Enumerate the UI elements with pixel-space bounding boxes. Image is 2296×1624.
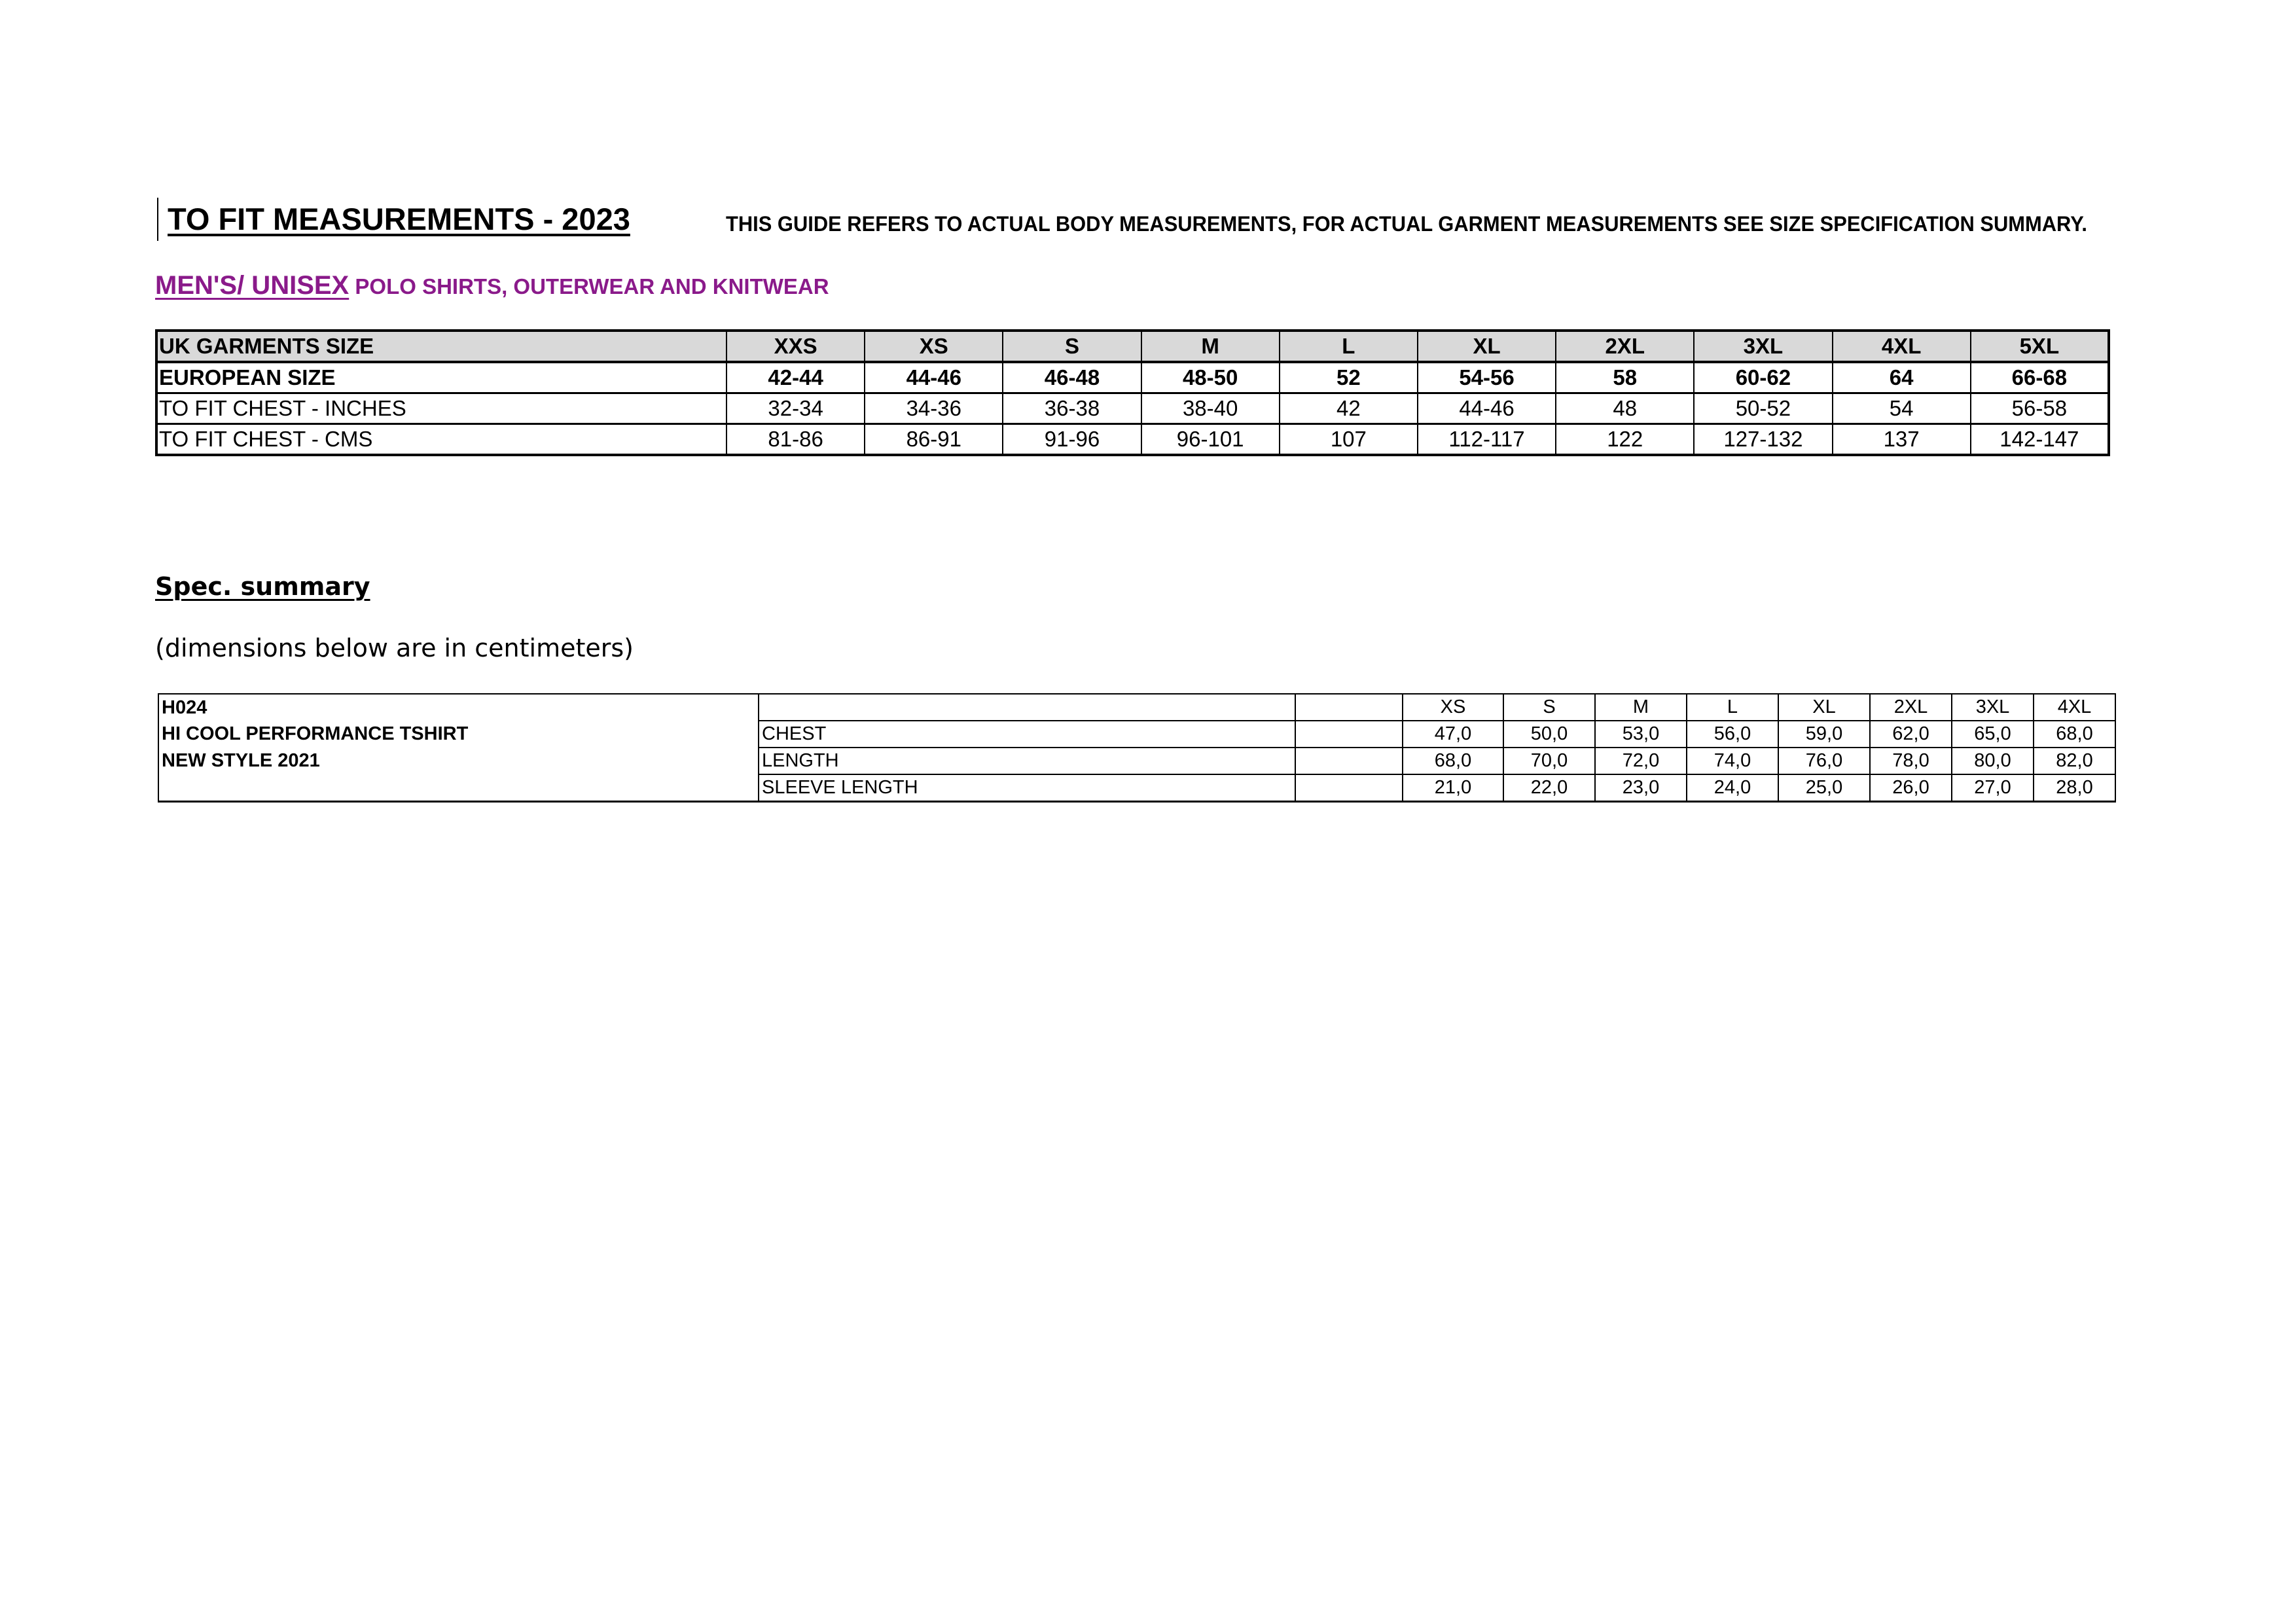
spec-value: 78,0 <box>1870 748 1952 774</box>
size-cell: 91-96 <box>1003 424 1141 456</box>
spec-size-header: XL <box>1778 694 1870 721</box>
spec-row-length <box>158 748 2115 774</box>
size-table <box>155 329 2110 456</box>
size-cell: 86-91 <box>865 424 1003 456</box>
size-cell: 38-40 <box>1141 393 1280 424</box>
measure-label: CHEST <box>759 721 1295 748</box>
spec-value: 62,0 <box>1870 721 1952 748</box>
size-cell: 42-44 <box>726 362 865 393</box>
size-cell: 3XL <box>1694 331 1832 362</box>
size-cell: 60-62 <box>1694 362 1832 393</box>
spacer-cell <box>1295 774 1403 802</box>
size-cell: L <box>1280 331 1418 362</box>
spec-value: 22,0 <box>1503 774 1595 802</box>
size-cell: 34-36 <box>865 393 1003 424</box>
size-cell: XXS <box>726 331 865 362</box>
size-cell: 54 <box>1833 393 1971 424</box>
spec-value: 70,0 <box>1503 748 1595 774</box>
category-main: MEN'S/ UNISEX <box>155 271 350 300</box>
size-cell: 4XL <box>1833 331 1971 362</box>
spec-value: 56,0 <box>1687 721 1778 748</box>
size-cell: XS <box>865 331 1003 362</box>
spec-size-header: 2XL <box>1870 694 1952 721</box>
measure-label: LENGTH <box>759 748 1295 774</box>
size-cell: 122 <box>1556 424 1694 456</box>
size-cell: 64 <box>1833 362 1971 393</box>
row-label: EUROPEAN SIZE <box>156 362 726 393</box>
page-title: TO FIT MEASUREMENTS - 2023 <box>168 202 630 236</box>
spec-value: 53,0 <box>1595 721 1687 748</box>
size-cell: 42 <box>1280 393 1418 424</box>
size-cell: 66-68 <box>1971 362 2109 393</box>
product-name: HI COOL PERFORMANCE TSHIRT <box>158 721 759 748</box>
spec-size-header: S <box>1503 694 1595 721</box>
size-cell: 44-46 <box>1418 393 1556 424</box>
category-rest: POLO SHIRTS, OUTERWEAR AND KNITWEAR <box>349 274 829 298</box>
spec-value: 25,0 <box>1778 774 1870 802</box>
size-cell: 32-34 <box>726 393 865 424</box>
size-cell: 96-101 <box>1141 424 1280 456</box>
product-style: NEW STYLE 2021 <box>158 748 759 774</box>
row-label: TO FIT CHEST - INCHES <box>156 393 726 424</box>
size-row-uk <box>156 331 2109 362</box>
size-cell: 56-58 <box>1971 393 2109 424</box>
size-cell: 54-56 <box>1418 362 1556 393</box>
spec-summary-note: (dimensions below are in centimeters) <box>155 634 634 662</box>
spec-value: 65,0 <box>1952 721 2034 748</box>
size-cell: 142-147 <box>1971 424 2109 456</box>
size-cell: 112-117 <box>1418 424 1556 456</box>
size-cell: 52 <box>1280 362 1418 393</box>
size-cell: 48 <box>1556 393 1694 424</box>
spacer-cell <box>1295 721 1403 748</box>
measure-header <box>759 694 1295 721</box>
spec-value: 68,0 <box>1403 748 1503 774</box>
spec-size-header: 3XL <box>1952 694 2034 721</box>
size-cell: 36-38 <box>1003 393 1141 424</box>
spec-row-chest <box>158 721 2115 748</box>
size-cell: 58 <box>1556 362 1694 393</box>
size-cell: 107 <box>1280 424 1418 456</box>
spec-value: 74,0 <box>1687 748 1778 774</box>
spec-value: 68,0 <box>2034 721 2115 748</box>
size-cell: 5XL <box>1971 331 2109 362</box>
size-cell: XL <box>1418 331 1556 362</box>
size-cell: 44-46 <box>865 362 1003 393</box>
product-blank <box>158 774 759 802</box>
spacer-cell <box>1295 748 1403 774</box>
spec-row-sleeve-length <box>158 774 2115 802</box>
spec-value: 24,0 <box>1687 774 1778 802</box>
size-row-chest-cms <box>156 424 2109 456</box>
size-cell: 48-50 <box>1141 362 1280 393</box>
spec-value: 47,0 <box>1403 721 1503 748</box>
spec-value: 76,0 <box>1778 748 1870 774</box>
spec-value: 28,0 <box>2034 774 2115 802</box>
spec-value: 21,0 <box>1403 774 1503 802</box>
spec-value: 59,0 <box>1778 721 1870 748</box>
title-block <box>157 198 630 241</box>
row-label: UK GARMENTS SIZE <box>156 331 726 362</box>
size-cell: 127-132 <box>1694 424 1832 456</box>
spec-summary-title: Spec. summary <box>155 572 370 601</box>
spec-value: 80,0 <box>1952 748 2034 774</box>
row-label: TO FIT CHEST - CMS <box>156 424 726 456</box>
spec-value: 82,0 <box>2034 748 2115 774</box>
spec-size-header: M <box>1595 694 1687 721</box>
spec-value: 72,0 <box>1595 748 1687 774</box>
spec-value: 23,0 <box>1595 774 1687 802</box>
size-cell: S <box>1003 331 1141 362</box>
measure-label: SLEEVE LENGTH <box>759 774 1295 802</box>
spec-value: 50,0 <box>1503 721 1595 748</box>
size-cell: 81-86 <box>726 424 865 456</box>
size-row-european <box>156 362 2109 393</box>
size-cell: 46-48 <box>1003 362 1141 393</box>
spec-header-row <box>158 694 2115 721</box>
size-row-chest-inches <box>156 393 2109 424</box>
spec-table <box>158 693 2116 803</box>
guide-note: THIS GUIDE REFERS TO ACTUAL BODY MEASUREMENTS, FOR ACTUAL GARMENT MEASUREMENTS SEE SIZE SPECIFICATION SUMMARY. <box>726 212 2087 236</box>
spec-size-header: L <box>1687 694 1778 721</box>
spec-value: 27,0 <box>1952 774 2034 802</box>
size-cell: 50-52 <box>1694 393 1832 424</box>
spec-size-header: 4XL <box>2034 694 2115 721</box>
size-cell: 137 <box>1833 424 1971 456</box>
spec-size-header: XS <box>1403 694 1503 721</box>
product-code: H024 <box>158 694 759 721</box>
size-cell: M <box>1141 331 1280 362</box>
size-cell: 2XL <box>1556 331 1694 362</box>
spec-value: 26,0 <box>1870 774 1952 802</box>
spacer-cell <box>1295 694 1403 721</box>
category-subtitle <box>155 267 829 310</box>
